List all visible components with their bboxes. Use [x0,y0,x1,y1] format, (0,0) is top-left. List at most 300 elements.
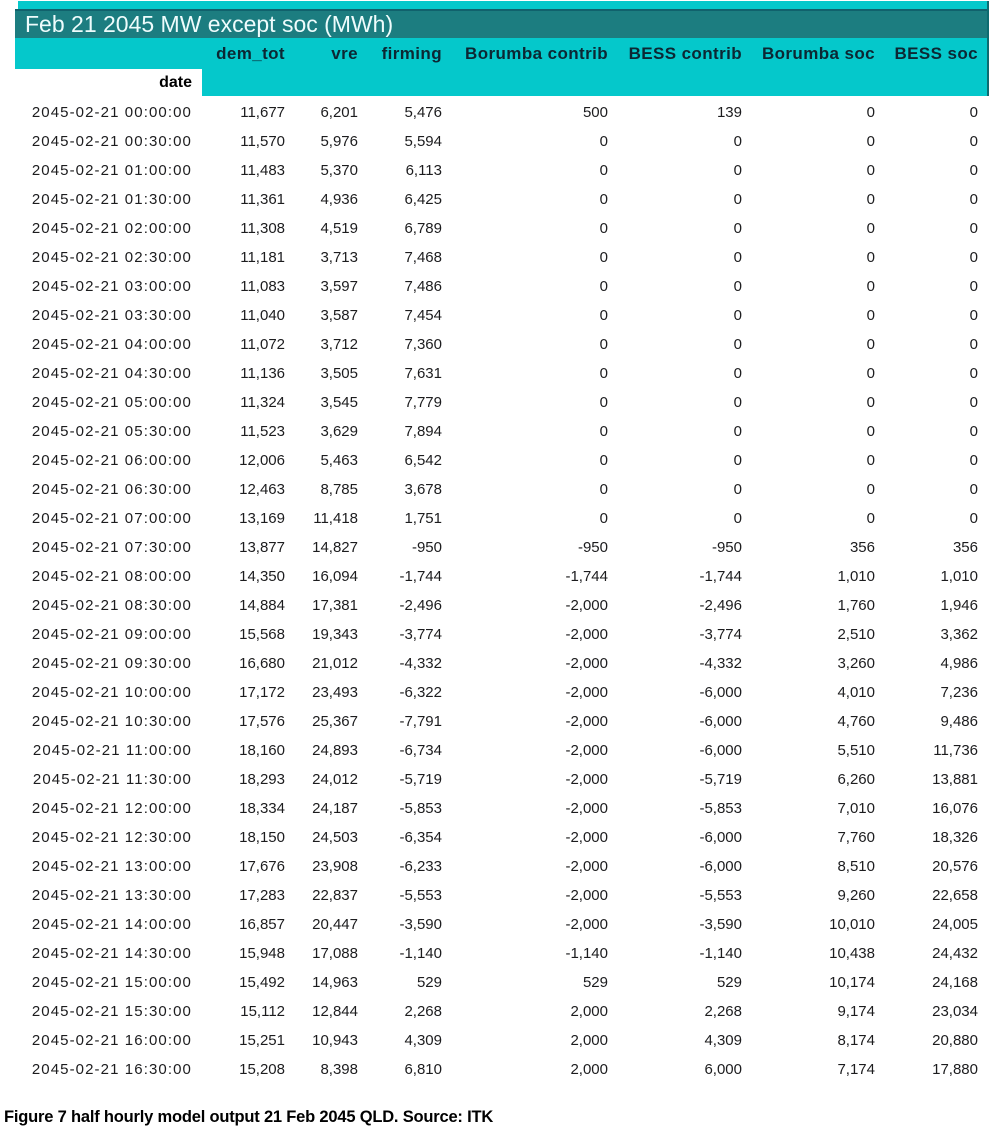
value-cell: 0 [733,133,742,150]
value-cell: 5,594 [404,133,442,150]
value-cell: 6,201 [320,104,358,121]
value-cell: 529 [582,974,608,991]
date-cell: 2045-02-21 07:30:00 [31,539,192,556]
value-cell: 3,587 [320,307,358,324]
value-cell: 0 [969,191,978,208]
value-cell: 7,468 [404,249,442,266]
value-cell: -3,590 [699,916,742,933]
value-cell: 0 [599,336,608,353]
value-cell: 0 [969,423,978,440]
value-cell: 19,343 [312,626,358,643]
date-cell: 2045-02-21 02:00:00 [31,220,192,237]
value-cell: 10,943 [312,1032,358,1049]
value-cell: 0 [866,220,875,237]
value-cell: 2,268 [704,1003,742,1020]
value-cell: -950 [711,539,742,556]
value-cell: 15,251 [239,1032,285,1049]
value-cell: 3,713 [320,249,358,266]
value-cell: 11,361 [240,191,285,208]
value-cell: 2,000 [570,1032,608,1049]
value-cell: 0 [866,162,875,179]
value-cell: -2,000 [565,771,608,788]
value-cell: -3,774 [699,626,742,643]
value-cell: 10,438 [829,945,875,962]
value-cell: -3,774 [399,626,442,643]
value-cell: 0 [866,249,875,266]
date-cell: 2045-02-21 11:30:00 [32,771,192,788]
value-cell: 6,425 [404,191,442,208]
value-cell: 2,268 [404,1003,442,1020]
value-cell: 9,174 [837,1003,875,1020]
value-cell: 0 [733,162,742,179]
value-cell: 5,976 [320,133,358,150]
column-header-firming: firming [381,43,442,63]
value-cell: 9,486 [940,713,978,730]
date-cell: 2045-02-21 13:30:00 [31,887,192,904]
date-cell: 2045-02-21 08:00:00 [31,568,192,585]
value-cell: 18,293 [239,771,285,788]
value-cell: 25,367 [312,713,358,730]
value-cell: 11,040 [240,307,285,324]
date-cell: 2045-02-21 15:30:00 [31,1003,192,1020]
table-row [0,388,987,417]
value-cell: 11,181 [240,249,285,266]
value-cell: 24,187 [312,800,358,817]
value-cell: 0 [733,249,742,266]
value-cell: 11,736 [933,742,978,759]
value-cell: 0 [866,365,875,382]
table-row [0,939,987,968]
value-cell: 6,113 [405,162,442,179]
value-cell: 6,000 [704,1061,742,1078]
value-cell: 11,418 [313,510,358,527]
value-cell: 14,350 [239,568,285,585]
date-cell: 2045-02-21 05:00:00 [31,394,192,411]
value-cell: -1,744 [699,568,742,585]
value-cell: 0 [599,510,608,527]
value-cell: 0 [969,162,978,179]
value-cell: -5,719 [399,771,442,788]
value-cell: 2,000 [570,1003,608,1020]
value-cell: 17,880 [932,1061,978,1078]
value-cell: -5,853 [699,800,742,817]
figure-caption: Figure 7 half hourly model output 21 Feb 2045 QLD. Source: ITK [4,1108,494,1126]
value-cell: 4,760 [837,713,875,730]
value-cell: 11,083 [240,278,285,295]
value-cell: 0 [733,452,742,469]
value-cell: 16,857 [239,916,285,933]
value-cell: 18,334 [239,800,285,817]
date-cell: 2045-02-21 14:30:00 [31,945,192,962]
value-cell: 13,877 [239,539,285,556]
table-row [0,794,987,823]
value-cell: 16,076 [932,800,978,817]
value-cell: 3,597 [320,278,358,295]
value-cell: 17,676 [239,858,285,875]
value-cell: 0 [969,365,978,382]
value-cell: 7,010 [837,800,875,817]
value-cell: 6,789 [404,220,442,237]
date-cell: 2045-02-21 16:00:00 [31,1032,192,1049]
value-cell: 24,503 [312,829,358,846]
table-row [0,330,987,359]
value-cell: 11,483 [240,162,285,179]
value-cell: 10,174 [829,974,875,991]
value-cell: 12,006 [239,452,285,469]
value-cell: 21,012 [312,655,358,672]
column-header-bess-soc: BESS soc [894,43,978,63]
date-cell: 2045-02-21 12:00:00 [31,800,192,817]
value-cell: 0 [969,394,978,411]
value-cell: 0 [733,278,742,295]
value-cell: 0 [733,365,742,382]
value-cell: 7,174 [837,1061,875,1078]
table-row [0,736,987,765]
value-cell: 0 [969,278,978,295]
value-cell: -2,000 [565,829,608,846]
value-cell: 0 [969,481,978,498]
value-cell: 0 [599,249,608,266]
value-cell: 0 [969,452,978,469]
table-row [0,649,987,678]
value-cell: 0 [969,220,978,237]
value-cell: 11,570 [240,133,285,150]
value-cell: 14,827 [312,539,358,556]
value-cell: -2,496 [699,597,742,614]
table-row [0,562,987,591]
value-cell: 0 [599,307,608,324]
date-row-filler [202,69,987,96]
value-cell: 22,837 [312,887,358,904]
value-cell: 17,381 [312,597,358,614]
value-cell: -2,496 [399,597,442,614]
value-cell: 23,493 [312,684,358,701]
date-cell: 2045-02-21 01:00:00 [31,162,192,179]
date-cell: 2045-02-21 03:30:00 [31,307,192,324]
value-cell: 0 [733,394,742,411]
table-row [0,185,987,214]
date-cell: 2045-02-21 09:30:00 [31,655,192,672]
value-cell: -6,354 [399,829,442,846]
value-cell: 14,884 [239,597,285,614]
value-cell: 7,779 [404,394,442,411]
value-cell: 0 [969,133,978,150]
value-cell: -3,590 [399,916,442,933]
table-body [0,96,987,1084]
table-row [0,156,987,185]
date-cell: 2045-02-21 04:00:00 [31,336,192,353]
value-cell: 4,936 [320,191,358,208]
value-cell: 24,432 [932,945,978,962]
value-cell: 4,309 [404,1032,442,1049]
table-row [0,620,987,649]
value-cell: 20,576 [932,858,978,875]
value-cell: 529 [716,974,742,991]
value-cell: 3,545 [320,394,358,411]
table-row [0,852,987,881]
value-cell: 5,370 [320,162,358,179]
value-cell: 1,760 [837,597,875,614]
date-cell: 2045-02-21 16:30:00 [31,1061,192,1078]
date-cell: 2045-02-21 06:00:00 [31,452,192,469]
column-header-vre: vre [331,43,358,63]
value-cell: 3,712 [320,336,358,353]
value-cell: -6,000 [699,829,742,846]
value-cell: 5,476 [404,104,442,121]
column-header-dem-tot: dem_tot [216,43,285,63]
value-cell: 0 [599,452,608,469]
table-row [0,359,987,388]
value-cell: -2,000 [565,626,608,643]
value-cell: 0 [733,220,742,237]
value-cell: 11,136 [240,365,285,382]
value-cell: 0 [866,278,875,295]
value-cell: 6,810 [404,1061,442,1078]
value-cell: -5,553 [699,887,742,904]
value-cell: 11,523 [240,423,285,440]
table-row [0,707,987,736]
value-cell: 4,309 [704,1032,742,1049]
value-cell: 10,010 [829,916,875,933]
value-cell: 11,677 [240,104,285,121]
value-cell: -6,322 [399,684,442,701]
table-row [0,98,987,127]
value-cell: 0 [866,510,875,527]
value-cell: 24,168 [932,974,978,991]
table-row [0,910,987,939]
value-cell: 529 [416,974,442,991]
date-cell: 2045-02-21 00:30:00 [31,133,192,150]
date-cell: 2045-02-21 12:30:00 [31,829,192,846]
table-row [0,504,987,533]
value-cell: -6,000 [699,742,742,759]
value-cell: -950 [577,539,608,556]
value-cell: -7,791 [399,713,442,730]
value-cell: 356 [952,539,978,556]
table-row [0,243,987,272]
value-cell: 15,948 [239,945,285,962]
value-cell: -2,000 [565,742,608,759]
value-cell: 17,576 [239,713,285,730]
date-cell: 2045-02-21 06:30:00 [31,481,192,498]
value-cell: 0 [969,249,978,266]
value-cell: 24,012 [312,771,358,788]
value-cell: -4,332 [399,655,442,672]
table-top-strip [18,1,987,9]
table-title: Feb 21 2045 MW except soc (MWh) [25,11,394,37]
table-row [0,765,987,794]
table-row [0,214,987,243]
value-cell: 0 [733,481,742,498]
table-row [0,446,987,475]
table-row [0,997,987,1026]
value-cell: 3,260 [837,655,875,672]
date-cell: 2045-02-21 15:00:00 [31,974,192,991]
date-cell: 2045-02-21 13:00:00 [31,858,192,875]
date-cell: 2045-02-21 03:00:00 [31,278,192,295]
date-cell: 2045-02-21 10:00:00 [31,684,192,701]
value-cell: 0 [866,307,875,324]
value-cell: 23,908 [312,858,358,875]
value-cell: 2,510 [837,626,875,643]
value-cell: -6,000 [699,684,742,701]
date-cell: 2045-02-21 04:30:00 [31,365,192,382]
value-cell: 11,308 [240,220,285,237]
value-cell: -2,000 [565,597,608,614]
value-cell: -2,000 [565,916,608,933]
value-cell: 17,283 [239,887,285,904]
value-cell: 0 [969,307,978,324]
value-cell: 18,160 [239,742,285,759]
value-cell: 0 [969,336,978,353]
value-cell: 1,010 [940,568,978,585]
date-cell: 2045-02-21 11:00:00 [32,742,192,759]
table-row [0,301,987,330]
value-cell: 7,631 [404,365,442,382]
column-header-row [15,38,987,69]
value-cell: 0 [599,481,608,498]
value-cell: 356 [849,539,875,556]
value-cell: 12,844 [312,1003,358,1020]
value-cell: 0 [733,307,742,324]
value-cell: 0 [866,336,875,353]
value-cell: 0 [599,133,608,150]
value-cell: -5,553 [399,887,442,904]
value-cell: 0 [866,191,875,208]
value-cell: 12,463 [239,481,285,498]
value-cell: 7,236 [940,684,978,701]
value-cell: 0 [969,510,978,527]
value-cell: 0 [733,336,742,353]
value-cell: 7,360 [404,336,442,353]
value-cell: 4,986 [940,655,978,672]
date-cell: 2045-02-21 10:30:00 [31,713,192,730]
value-cell: 0 [599,365,608,382]
value-cell: 15,568 [239,626,285,643]
table-row [0,475,987,504]
value-cell: 0 [599,191,608,208]
table-row [0,591,987,620]
value-cell: 7,894 [404,423,442,440]
value-cell: -1,744 [399,568,442,585]
value-cell: 16,680 [239,655,285,672]
value-cell: 20,447 [312,916,358,933]
table-row [0,823,987,852]
value-cell: 15,208 [239,1061,285,1078]
value-cell: 5,463 [320,452,358,469]
value-cell: 1,946 [940,597,978,614]
value-cell: -5,853 [399,800,442,817]
value-cell: -2,000 [565,887,608,904]
date-cell: 2045-02-21 08:30:00 [31,597,192,614]
value-cell: 17,088 [312,945,358,962]
value-cell: 11,324 [240,394,285,411]
column-header-bess-contrib: BESS contrib [628,43,742,63]
column-header-borumba-soc: Borumba soc [761,43,875,63]
value-cell: 5,510 [837,742,875,759]
value-cell: 7,760 [837,829,875,846]
value-cell: 22,658 [932,887,978,904]
value-cell: 139 [716,104,742,121]
value-cell: -2,000 [565,800,608,817]
value-cell: -5,719 [699,771,742,788]
value-cell: 17,172 [239,684,285,701]
value-cell: 0 [599,278,608,295]
value-cell: 0 [599,394,608,411]
value-cell: -1,140 [399,945,442,962]
table-title-bar [15,9,987,38]
value-cell: 14,963 [312,974,358,991]
value-cell: -950 [411,539,442,556]
value-cell: 1,010 [837,568,875,585]
value-cell: 1,751 [404,510,442,527]
value-cell: 3,505 [320,365,358,382]
value-cell: 9,260 [837,887,875,904]
value-cell: 500 [582,104,608,121]
value-cell: 0 [866,133,875,150]
value-cell: 3,629 [320,423,358,440]
value-cell: 0 [866,394,875,411]
value-cell: 6,260 [837,771,875,788]
date-cell: 2045-02-21 14:00:00 [31,916,192,933]
value-cell: 13,881 [932,771,978,788]
date-header-row [0,69,987,96]
value-cell: -4,332 [699,655,742,672]
date-cell: 2045-02-21 02:30:00 [31,249,192,266]
value-cell: 0 [733,423,742,440]
value-cell: 18,150 [239,829,285,846]
value-cell: 20,880 [932,1032,978,1049]
value-cell: 15,112 [240,1003,285,1020]
value-cell: 4,010 [837,684,875,701]
value-cell: -6,000 [699,713,742,730]
value-cell: 7,486 [404,278,442,295]
table-row [0,1026,987,1055]
value-cell: -2,000 [565,655,608,672]
value-cell: 0 [866,452,875,469]
value-cell: 0 [866,423,875,440]
value-cell: 8,510 [837,858,875,875]
value-cell: -2,000 [565,713,608,730]
value-cell: 11,072 [240,336,285,353]
value-cell: 23,034 [932,1003,978,1020]
table-row [0,678,987,707]
value-cell: 8,785 [320,481,358,498]
value-cell: 4,519 [320,220,358,237]
value-cell: -6,233 [399,858,442,875]
value-cell: 24,005 [932,916,978,933]
value-cell: 8,174 [837,1032,875,1049]
value-cell: -1,140 [699,945,742,962]
table-row [0,272,987,301]
value-cell: 0 [599,220,608,237]
value-cell: 16,094 [312,568,358,585]
date-cell: 2045-02-21 01:30:00 [31,191,192,208]
table-row [0,417,987,446]
value-cell: 0 [733,510,742,527]
date-cell: 2045-02-21 09:00:00 [31,626,192,643]
date-cell: 2045-02-21 07:00:00 [31,510,192,527]
table-row [0,881,987,910]
value-cell: -1,744 [565,568,608,585]
value-cell: 3,678 [404,481,442,498]
date-cell: 2045-02-21 00:00:00 [31,104,192,121]
value-cell: 0 [599,162,608,179]
value-cell: -1,140 [565,945,608,962]
table-row [0,968,987,997]
value-cell: -6,000 [699,858,742,875]
value-cell: 6,542 [404,452,442,469]
